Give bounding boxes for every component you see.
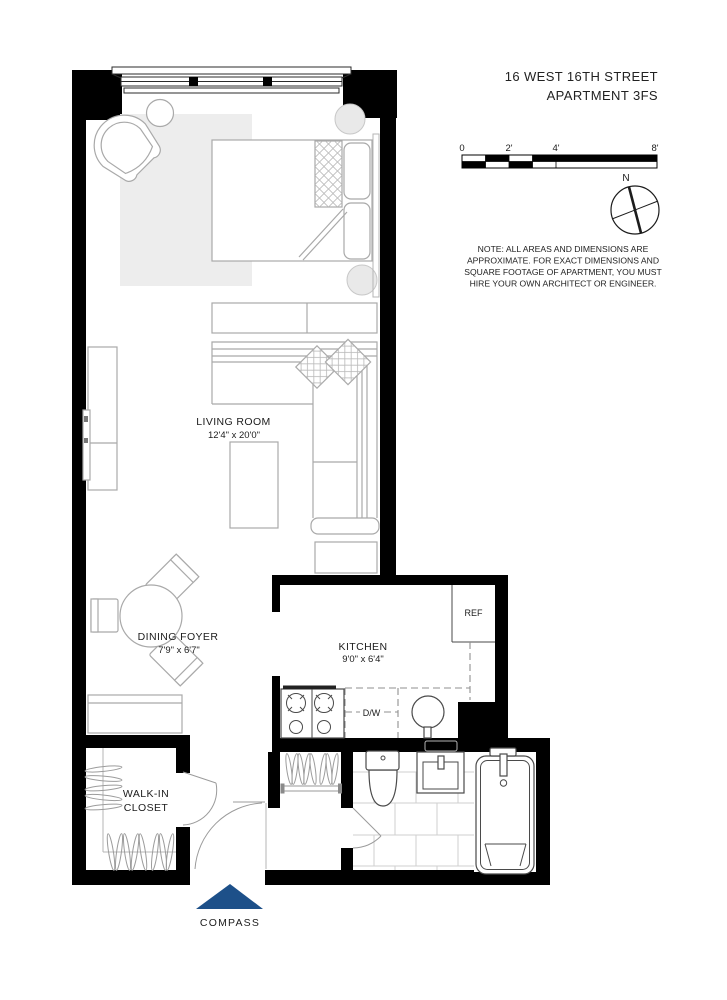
dining-furniture [88, 554, 203, 733]
title-block [505, 69, 658, 103]
hangers [85, 765, 175, 871]
dining-chair [91, 599, 118, 632]
unit-line: APARTMENT 3FS [546, 88, 658, 103]
window-mullion [263, 77, 272, 86]
bathroom [353, 741, 536, 874]
window-assembly [112, 67, 351, 93]
closet-rod [283, 786, 339, 791]
living-room-label: LIVING ROOM [196, 416, 271, 428]
throw-pillow [325, 339, 370, 384]
disclaimer-note [464, 244, 662, 289]
stool [335, 104, 365, 134]
dining-foyer-dimensions: 7'9" x 6'7" [158, 645, 200, 656]
dishwasher-label: D/W [362, 708, 381, 718]
compass-triangle-icon [196, 884, 263, 909]
scale-tick-8ft: 8' [651, 143, 659, 154]
stove [281, 686, 344, 739]
coffee-table [230, 442, 278, 528]
quilted-runner [315, 141, 342, 207]
side-table [147, 100, 174, 127]
scale-tick-2ft: 2' [505, 143, 513, 154]
bathroom-door [353, 808, 381, 848]
address-line: 16 WEST 16TH STREET [504, 69, 658, 84]
toilet [366, 751, 399, 806]
kitchen-dimensions: 9'0" x 6'4" [342, 654, 384, 665]
scale-bar [459, 143, 658, 168]
vanity-sink [417, 752, 464, 793]
window-mullion [189, 77, 198, 86]
note-line-4: HIRE YOUR OWN ARCHITECT OR ENGINEER. [469, 278, 657, 289]
north-label: N [622, 173, 630, 184]
sofa-armrest [311, 518, 379, 534]
dining-foyer-label: DINING FOYER [137, 631, 219, 643]
bed [212, 140, 372, 261]
compass-rose [611, 173, 659, 234]
note-line-3: SQUARE FOOTAGE OF APARTMENT, YOU MUST [464, 267, 662, 277]
walk-in-closet-door [183, 772, 217, 825]
kitchen-label: KITCHEN [338, 641, 388, 653]
sideboard [88, 695, 182, 733]
compass-logo [196, 884, 263, 929]
living-room-furniture [82, 100, 379, 574]
dresser-console [212, 303, 377, 333]
scale-tick-0: 0 [459, 143, 465, 154]
pillow [344, 203, 370, 259]
cross-needle [612, 201, 658, 219]
hall-closet [281, 753, 343, 793]
end-bench [315, 542, 377, 573]
refrigerator-label: REF [464, 608, 483, 618]
compass-wordmark: COMPASS [199, 917, 261, 929]
hangers [285, 753, 340, 784]
living-room-dimensions: 12'4" x 20'0" [207, 430, 261, 441]
walk-in-closet-label-line1: WALK-IN [122, 788, 170, 800]
note-line-2: APPROXIMATE. FOR EXACT DIMENSIONS AND [466, 255, 660, 266]
media-wall-unit [83, 347, 117, 490]
pillow [344, 143, 370, 199]
scale-tick-4ft: 4' [552, 143, 560, 154]
walk-in-closet-label-line2: CLOSET [123, 802, 169, 814]
kitchen-sink [412, 696, 444, 738]
note-line-1: NOTE: ALL AREAS AND DIMENSIONS ARE [477, 244, 649, 254]
entry-door [195, 802, 265, 869]
bathtub [476, 748, 534, 874]
